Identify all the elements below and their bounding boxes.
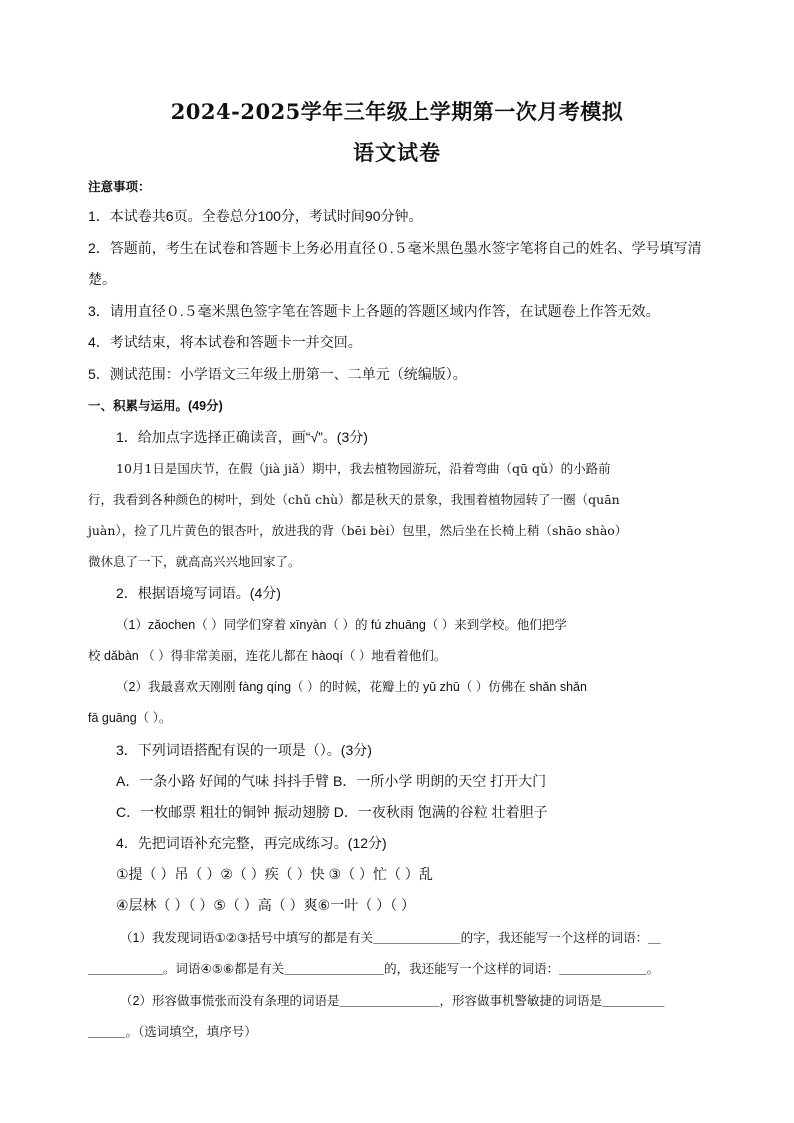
question-2-line: （2）我最喜欢天刚刚 fàng qíng（ ）的时候，花瓣上的 yǔ zhū（ ）仿佛在 shǎn shǎn <box>116 680 587 694</box>
question-3-option-row: C．一枚邮票 粗壮的铜钟 振动翅膀 D．一夜秋雨 饱满的谷粒 壮着胆子 <box>116 804 548 820</box>
question-4-fill-line: ①提（ ）吊（ ）②（ ）疾（ ）快 ③（ ）忙（ ）乱 <box>116 866 433 882</box>
note-item: 4．考试结束，将本试卷和答题卡一并交回。 <box>88 334 362 350</box>
exam-title: 2024-2025学年三年级上学期第一次月考模拟 <box>170 99 624 124</box>
passage-line: 行，我看到各种颜色的树叶，到处（chǔ chù）都是秋天的景象，我围着植物园转了一圈（quān <box>88 492 620 507</box>
question-2-line: 校 dǎbàn （ ）得非常美丽，连花儿都在 hàoqí（ ）地看着他们。 <box>88 649 447 663</box>
note-item: 2．答题前，考生在试卷和答题卡上务必用直径０.５毫米黑色墨水签字笔将自己的姓名、学号填写清 <box>88 240 702 256</box>
note-item: 1．本试卷共6页。全卷总分100分，考试时间90分钟。 <box>88 208 423 224</box>
note-item: 楚。 <box>88 271 116 287</box>
section-heading: 一、积累与运用。(49分) <box>88 399 223 413</box>
note-item: 5．测试范围：小学语文三年级上册第一、二单元（统编版）。 <box>88 366 467 382</box>
exam-subtitle: 语文试卷 <box>353 140 441 165</box>
passage-line: 10月1日是国庆节，在假（jià jiǎ）期中，我去植物园游玩，沿着弯曲（qū qǔ）的小路前 <box>116 461 611 476</box>
question-4-sub-line: （1）我发现词语①②③括号中填写的都是有关＿＿＿＿＿＿＿的字，我还能写一个这样的词语：＿ <box>120 931 661 945</box>
question-1-prompt: 1．给加点字选择正确读音，画“√”。(3分) <box>116 429 368 445</box>
question-4-prompt: 4．先把词语补充完整，再完成练习。(12分) <box>116 835 387 851</box>
question-2-prompt: 2．根据语境写词语。(4分) <box>116 585 281 601</box>
question-4-sub-line: （2）形容做事慌张而没有条理的词语是＿＿＿＿＿＿＿＿，形容做事机警敏捷的词语是＿＿＿＿＿ <box>120 994 665 1008</box>
question-4-sub-line: ＿＿＿＿＿＿。词语④⑤⑥都是有关＿＿＿＿＿＿＿＿的，我还能写一个这样的词语：＿＿＿＿＿＿＿。 <box>88 962 660 976</box>
note-item: 3．请用直径０.５毫米黑色签字笔在答题卡上各题的答题区域内作答，在试题卷上作答无效。 <box>88 303 660 319</box>
question-3-prompt: 3．下列词语搭配有误的一项是（）。(3分) <box>116 742 372 758</box>
passage-line: juàn），捡了几片黄色的银杏叶，放进我的背（bēi bèi）包里，然后坐在长椅上稍（shāo shào） <box>88 523 628 538</box>
question-3-option-row: A．一条小路 好闻的气味 抖抖手臂 B．一所小学 明朗的天空 打开大门 <box>116 773 547 789</box>
question-2-line: fā guāng（ ）。 <box>88 711 172 725</box>
question-4-fill-line: ④层林（ ）（ ）⑤（ ）高（ ）爽⑥一叶（ ）（ ） <box>116 897 415 913</box>
notes-heading: 注意事项： <box>88 180 151 194</box>
question-2-line: （1）zǎochen（ ）同学们穿着 xīnyàn（ ）的 fú zhuāng（ ）来到学校。他们把学 <box>116 618 567 632</box>
passage-line: 微休息了一下，就高高兴兴地回家了。 <box>88 554 301 569</box>
question-4-sub-line: ＿＿＿。（选词填空，填序号） <box>88 1025 257 1039</box>
